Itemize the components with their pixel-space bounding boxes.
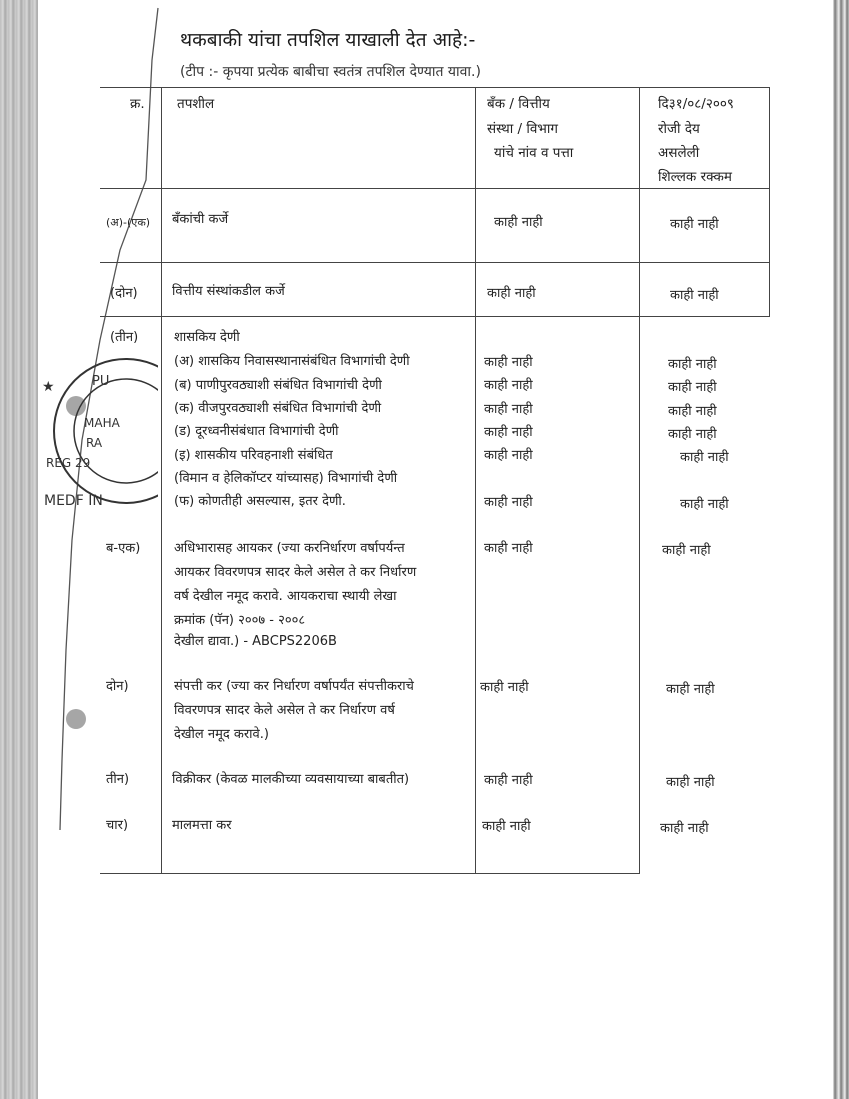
- row3a-institution: काही नाही: [484, 355, 533, 370]
- row7-institution: काही नाही: [482, 819, 531, 834]
- row4-line2: आयकर विवरणपत्र सादर केले असेल ते कर निर्धारण: [174, 565, 417, 580]
- row5-line1: संपत्ती कर (ज्या कर निर्धारण वर्षापर्यंत संपत्तीकराचे: [174, 679, 414, 694]
- row7-serial: चार): [106, 818, 129, 833]
- header-institution-3: यांचे नांव व पत्ता: [494, 145, 574, 161]
- row3-heading: शासकिय देणी: [174, 330, 240, 345]
- row7-amount: काही नाही: [660, 821, 709, 836]
- row3d-detail: (ड) दूरध्वनीसंबंधात विभागांची देणी: [174, 424, 339, 439]
- row4-line4: क्रमांक (पॅन) २००७ - २००८: [174, 613, 306, 628]
- row5-amount: काही नाही: [666, 682, 715, 697]
- row4-serial: ब-एक): [106, 541, 141, 556]
- row5-institution: काही नाही: [480, 680, 529, 695]
- header-amount-2: रोजी देय: [658, 121, 700, 137]
- row3b-amount: काही नाही: [668, 380, 717, 395]
- row4-line3: वर्ष देखील नमूद करावे. आयकराचा स्थायी लेखा: [174, 589, 397, 604]
- row1-institution: काही नाही: [494, 215, 543, 230]
- col-divider-1: [161, 87, 162, 873]
- row4-line5: देखील द्यावा.) - ABCPS2206B: [174, 634, 337, 649]
- table-top-border: [100, 87, 770, 88]
- row3a-detail: (अ) शासकिय निवासस्थानासंबंधित विभागांची देणी: [174, 354, 410, 369]
- col-divider-4: [769, 87, 770, 316]
- table-header-border: [100, 188, 770, 189]
- row3f-amount: काही नाही: [680, 497, 729, 512]
- row2-detail: वित्तीय संस्थांकडील कर्जे: [172, 284, 285, 299]
- header-amount-3: असलेली: [658, 145, 700, 161]
- row5-line2: विवरणपत्र सादर केले असेल ते कर निर्धारण वर्ष: [174, 703, 395, 718]
- row7-detail: मालमत्ता कर: [172, 818, 232, 833]
- row3d-institution: काही नाही: [484, 425, 533, 440]
- row3e-institution: काही नाही: [484, 448, 533, 463]
- header-institution-2: संस्था / विभाग: [487, 121, 558, 137]
- row3e-amount: काही नाही: [680, 450, 729, 465]
- row2-amount: काही नाही: [670, 288, 719, 303]
- seal-stamp: [40, 345, 158, 520]
- header-institution-1: बँक / वित्तीय: [487, 96, 550, 112]
- row6-institution: काही नाही: [484, 773, 533, 788]
- page-title: थकबाकी यांचा तपशिल याखाली देत आहे:-: [180, 29, 476, 51]
- row6-serial: तीन): [106, 772, 130, 787]
- row3b-detail: (ब) पाणीपुरवठ्याशी संबंधित विभागांची देणी: [174, 378, 382, 393]
- row3c-detail: (क) वीजपुरवठ्याशी संबंधित विभागांची देणी: [174, 401, 382, 416]
- stamp-text-5: MEDF IN: [44, 493, 103, 509]
- row4-amount: काही नाही: [662, 543, 711, 558]
- stamp-star-icon: ★: [42, 379, 55, 395]
- row3f-institution: काही नाही: [484, 495, 533, 510]
- row4-institution: काही नाही: [484, 541, 533, 556]
- row4-line1: अधिभारासह आयकर (ज्या करनिर्धारण वर्षापर्यन्त: [174, 541, 405, 556]
- row-divider-2: [100, 316, 770, 317]
- row5-serial: दोन): [106, 679, 129, 694]
- row3e-detail: (इ) शासकीय परिवहनाशी संबंधित: [174, 448, 333, 463]
- row6-detail: विक्रीकर (केवळ मालकीच्या व्यवसायाच्या बाबतीत): [172, 772, 410, 787]
- header-amount-1: दि३१/०८/२००९: [658, 96, 734, 112]
- row1-amount: काही नाही: [670, 217, 719, 232]
- row5-line3: देखील नमूद करावे.): [174, 727, 269, 742]
- stamp-text-3: RA: [86, 436, 103, 450]
- stamp-text-4: REG 29: [46, 456, 91, 470]
- row3-serial: (तीन): [110, 330, 139, 345]
- row3c-amount: काही नाही: [668, 404, 717, 419]
- row1-detail: बँकांची कर्जे: [172, 212, 229, 227]
- row3a-amount: काही नाही: [668, 357, 717, 372]
- row6-amount: काही नाही: [666, 775, 715, 790]
- stamp-text-1: PU: [92, 374, 110, 389]
- row2-institution: काही नाही: [487, 286, 536, 301]
- row1-serial: (अ)-(एक): [106, 216, 151, 229]
- header-details: तपशील: [177, 96, 215, 112]
- header-amount-4: शिल्लक रक्कम: [658, 169, 732, 185]
- page-note: (टीप :- कृपया प्रत्येक बाबीचा स्वतंत्र तपशिल देण्यात यावा.): [180, 64, 481, 80]
- col-divider-2: [475, 87, 476, 873]
- row2-serial: (दोन): [110, 286, 138, 301]
- row3e-detail-2: (विमान व हेलिकॉप्टर यांच्यासह) विभागांची देणी: [174, 471, 398, 486]
- stamp-text-2: MAHA: [84, 416, 120, 430]
- header-serial: क्र.: [130, 96, 145, 112]
- table-bottom-border: [100, 873, 640, 874]
- row-divider-1: [100, 262, 770, 263]
- row3b-institution: काही नाही: [484, 378, 533, 393]
- row3c-institution: काही नाही: [484, 402, 533, 417]
- row3d-amount: काही नाही: [668, 427, 717, 442]
- row3f-detail: (फ) कोणतीही असल्यास, इतर देणी.: [174, 494, 346, 509]
- col-divider-3: [639, 87, 640, 873]
